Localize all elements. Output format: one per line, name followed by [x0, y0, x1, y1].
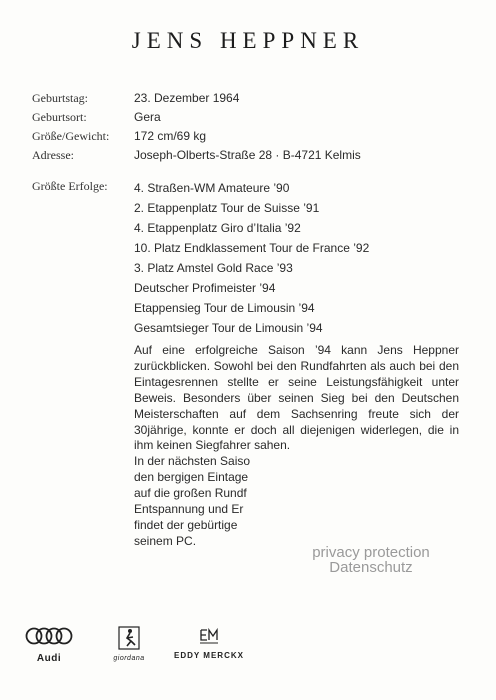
sponsor-audi [24, 626, 74, 664]
successes-label: Größte Erfolge: [32, 179, 108, 193]
biography [134, 343, 459, 550]
biography-truncated-line: den bergigen Eintage [134, 470, 249, 485]
sponsor-name: EDDY MERCKX [174, 651, 244, 660]
info-value: 23. Dezember 1964 [134, 91, 240, 105]
success-item: 3. Platz Amstel Gold Race ’93 [134, 261, 293, 275]
info-label: Geburtstag: [32, 91, 88, 105]
giordana-cyclist-icon [118, 626, 140, 650]
sponsor-name: Audi [36, 653, 62, 664]
success-item: 10. Platz Endklassement Tour de France ’92 [134, 241, 370, 255]
watermark-line: Datenschutz [329, 559, 413, 576]
sponsor-eddy-merckx [164, 626, 254, 660]
eddy-merckx-monogram-icon [197, 626, 221, 646]
watermark-line: privacy protection [312, 544, 430, 561]
success-item: 4. Etappenplatz Giro d’Italia ’92 [134, 221, 301, 235]
biography-truncated-line: findet der gebürtige [134, 517, 238, 532]
rider-name: JENS HEPPNER [131, 28, 365, 53]
info-label: Geburtsort: [32, 110, 87, 124]
audi-rings-icon [25, 626, 73, 646]
privacy-watermark [296, 545, 446, 575]
sponsor-logos [24, 626, 264, 674]
biography-truncated-line: auf die großen Rundf [134, 486, 247, 501]
info-label: Adresse: [32, 148, 74, 162]
success-item: 4. Straßen-WM Amateure ’90 [134, 181, 290, 195]
info-value: 172 cm/69 kg [134, 129, 207, 143]
biography-truncated-line: In der nächsten Saiso [134, 454, 251, 469]
success-item: Etappensieg Tour de Limousin ’94 [134, 301, 315, 315]
success-item: Gesamtsieger Tour de Limousin ’94 [134, 321, 323, 335]
info-value: Gera [134, 110, 161, 124]
biography-paragraph: Auf eine erfolgreiche Saison ’94 kann Jens Heppner zurückblicken. Sowohl bei den Rundfahrten als auch bei den Eintagesrennen stellte er seine Leistungsfähigkeit unter Beweis. Besonders über seinen Sieg bei den Deutschen Meisterschaften auf dem Sachsenring freute sich der 30jährige, konnte er doch all diejenigen widerlegen, die in ihm keinen Siegfahrer sahen. [134, 343, 459, 453]
info-value: Joseph-Olberts-Straße 28 · B-4721 Kelmis [134, 148, 361, 162]
info-label: Größe/Gewicht: [32, 129, 110, 143]
biography-truncated-line: seinem PC. [134, 533, 197, 548]
biography-truncated-line: Entspannung und Er [134, 502, 244, 517]
sponsor-giordana [102, 626, 156, 662]
success-item: 2. Etappenplatz Tour de Suisse ’91 [134, 201, 320, 215]
success-item: Deutscher Profimeister ’94 [134, 281, 276, 295]
successes-list [134, 178, 369, 338]
sponsor-name: giordana [113, 655, 145, 662]
